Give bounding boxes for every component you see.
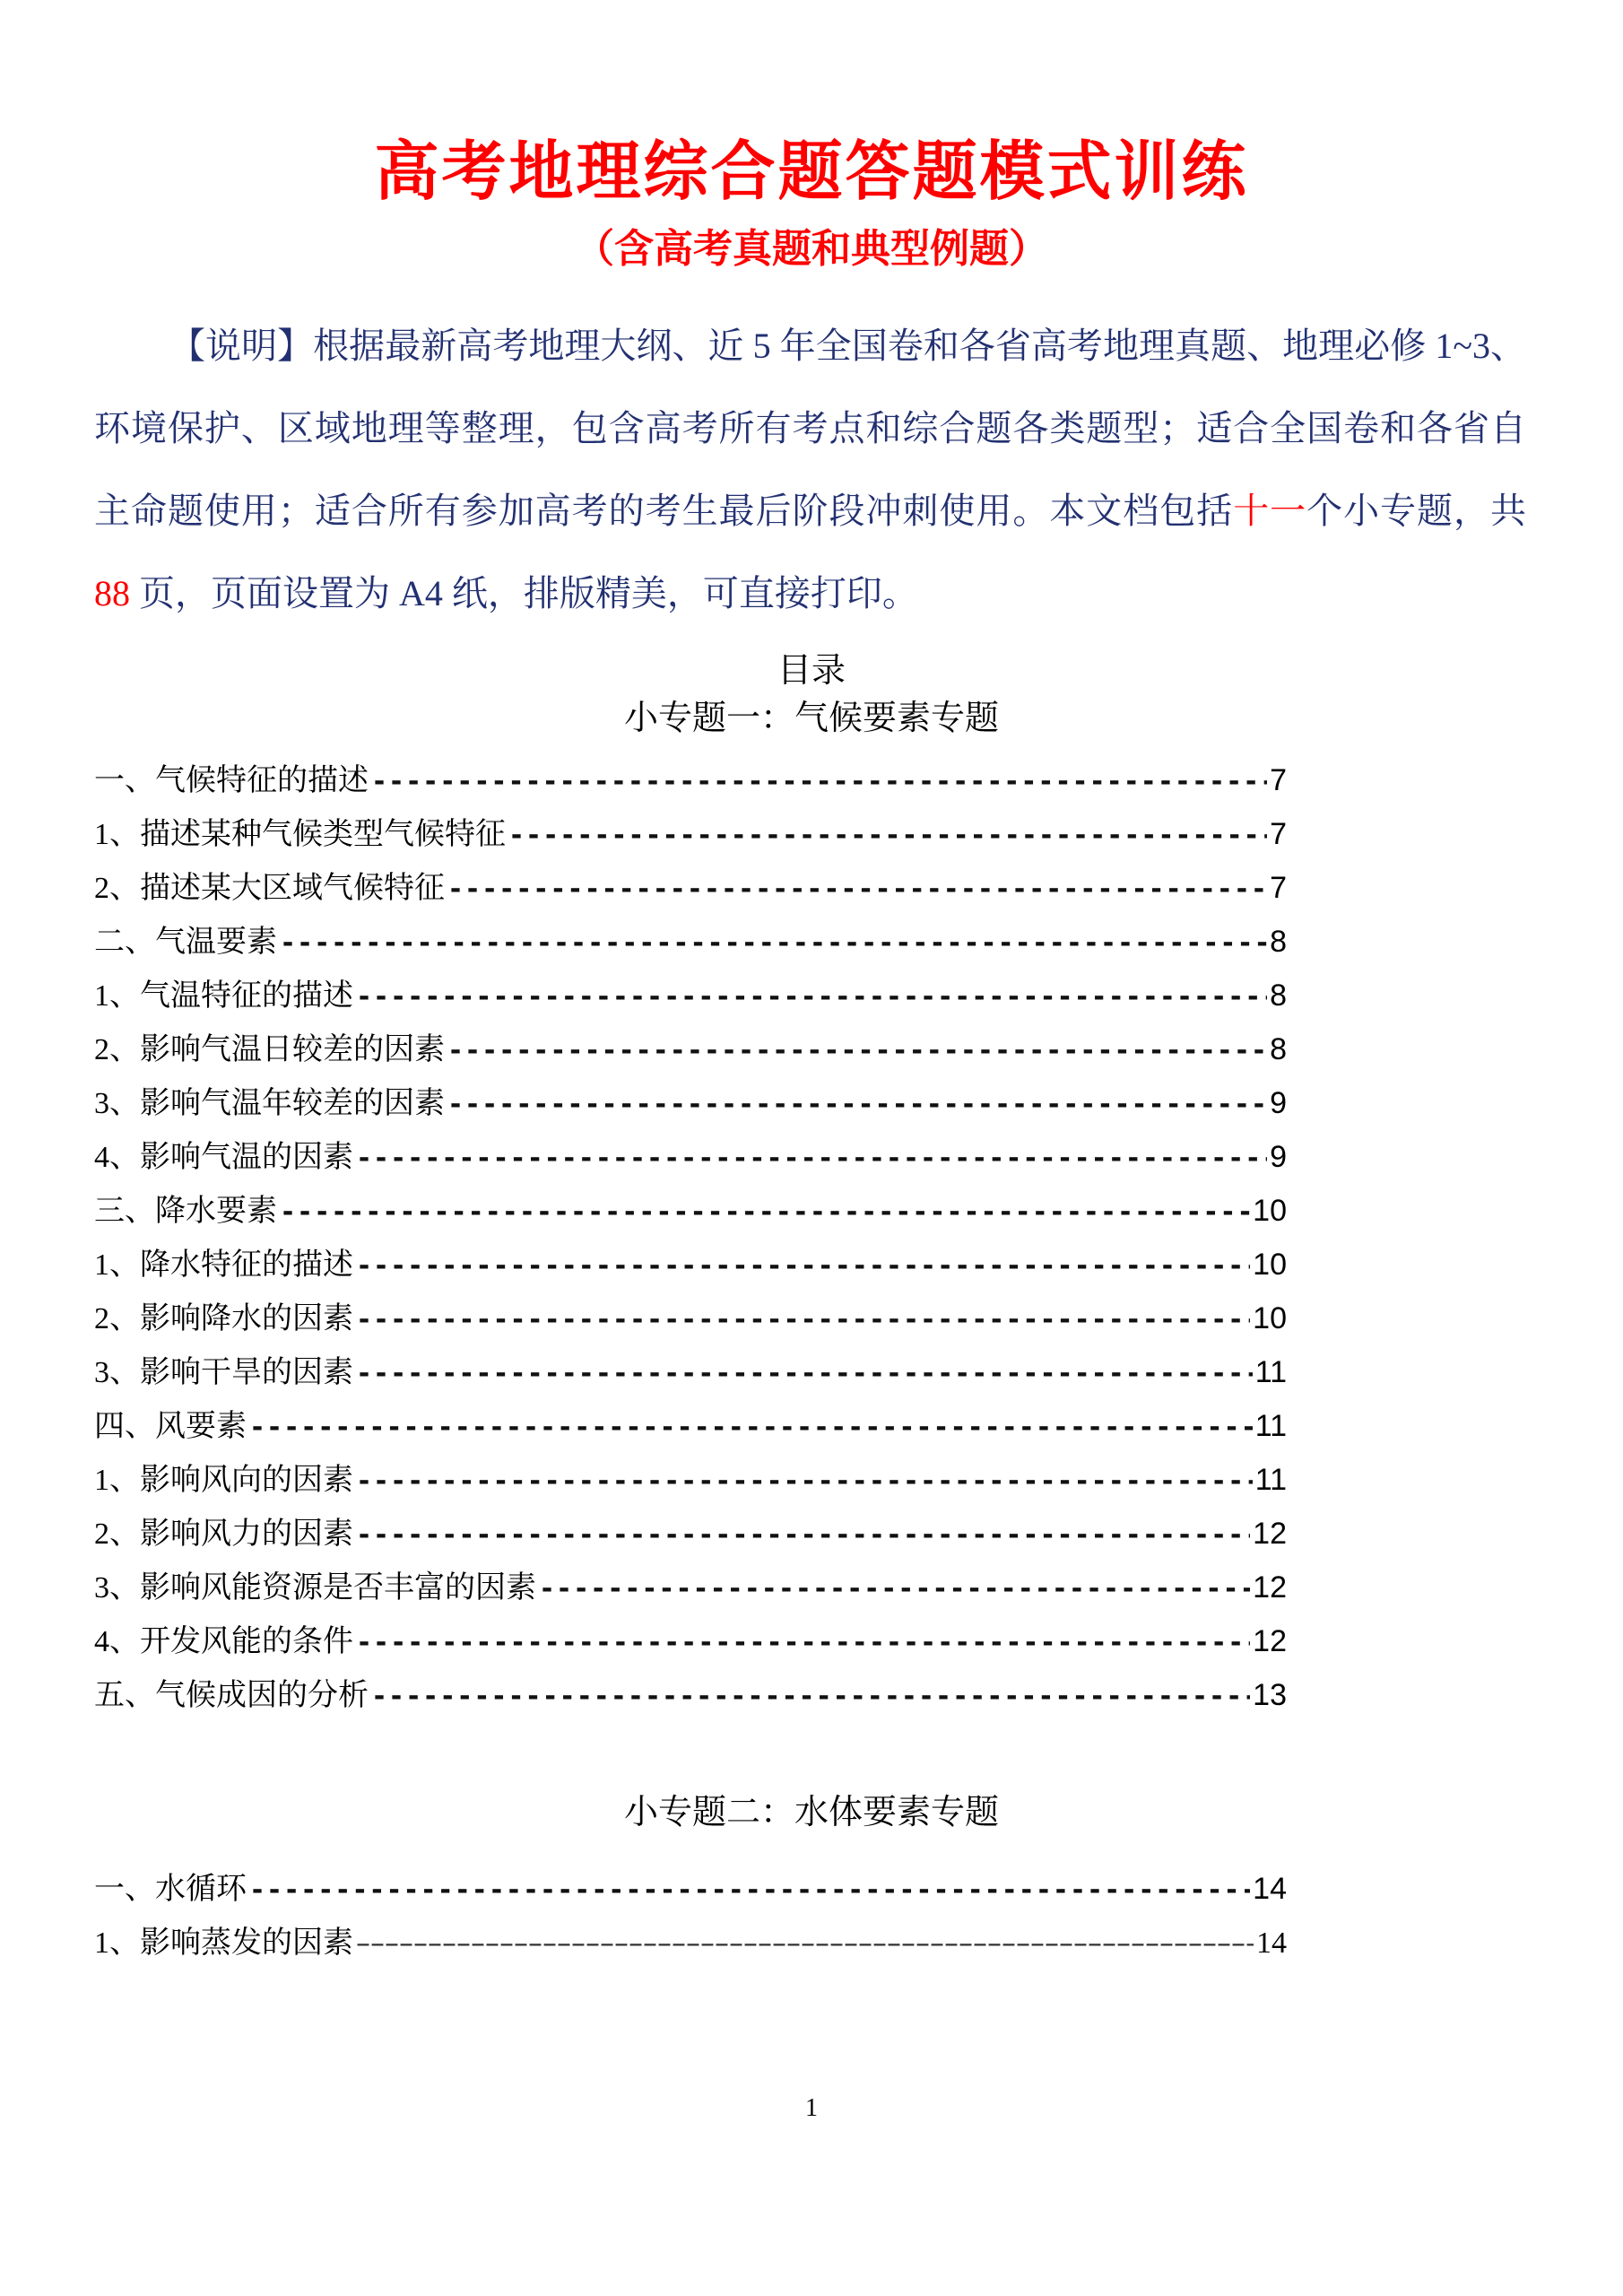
toc-entry-label: 3、影响气温年较差的因素 <box>94 1087 445 1120</box>
toc-entry-page: 10 <box>1253 1301 1287 1335</box>
toc-entry <box>94 1293 1287 1347</box>
toc-list-1 <box>94 755 1287 1724</box>
toc-entry-page: 11 <box>1254 1355 1287 1389</box>
toc-entry-label: 2、影响风力的因素 <box>94 1518 353 1551</box>
toc-entry-label: 3、影响风能资源是否丰富的因素 <box>94 1571 536 1605</box>
toc-leader <box>356 1304 1250 1335</box>
document-subtitle: （含高考真题和典型例题） <box>575 227 1048 271</box>
toc-entry <box>94 1132 1287 1186</box>
toc-entry-label: 三、降水要素 <box>94 1195 277 1228</box>
toc-entry-page: 12 <box>1253 1624 1287 1658</box>
page-number: 1 <box>805 2094 818 2122</box>
toc-entry-label: 二、气温要素 <box>94 926 277 959</box>
toc-entry-label: 一、水循环 <box>94 1873 247 1906</box>
toc-leader <box>447 874 1267 905</box>
toc-entry <box>94 1401 1287 1455</box>
toc-leader <box>356 1465 1253 1497</box>
toc-leader <box>371 1681 1250 1712</box>
toc-leader <box>371 766 1267 797</box>
toc-leader <box>356 1250 1250 1282</box>
toc-entry-label: 1、气温特征的描述 <box>94 979 353 1013</box>
toc-entry <box>94 1078 1287 1132</box>
toc-entry <box>94 863 1287 917</box>
toc-entry <box>94 1509 1287 1562</box>
toc-entry-label: 五、气候成因的分析 <box>94 1679 369 1712</box>
toc-entry <box>94 1670 1287 1724</box>
document-title: 高考地理综合题答题模式训练 <box>374 136 1249 208</box>
toc-entry-page: 12 <box>1253 1570 1287 1605</box>
toc-entry-page: 8 <box>1270 978 1287 1013</box>
toc-entry-page: 8 <box>1270 1032 1287 1066</box>
intro-segment: 【说明】根据最新高考地理大纲、近 5 年全国卷和各省高考地理真题、地理必修 1~3、环境保护、区域地理等整理，包含高考所有考点和综合题各类题型；适合全国卷和各省自主命题使用；适合所有参加高考的考生最后阶段冲刺使用。本文档包括 <box>94 326 1526 531</box>
toc-entry <box>94 1239 1287 1293</box>
toc-leader <box>249 1412 1253 1443</box>
toc-entry <box>94 917 1287 970</box>
toc-entry-label: 3、影响干旱的因素 <box>94 1356 353 1389</box>
toc-entry-label: 2、影响气温日较差的因素 <box>94 1033 445 1066</box>
toc-entry <box>94 1024 1287 1078</box>
toc-entry <box>94 1347 1287 1401</box>
toc-entry-label: 1、描述某种气候类型气候特征 <box>94 818 506 851</box>
toc-entry-page: 9 <box>1270 1140 1287 1174</box>
toc-entry-label: 1、影响蒸发的因素 <box>94 1926 353 1960</box>
toc-entry <box>94 1186 1287 1239</box>
toc-list-2 <box>94 1864 1287 1971</box>
toc-entry-page: 7 <box>1270 871 1287 905</box>
toc-entry-page: 7 <box>1270 817 1287 851</box>
toc-leader <box>356 1143 1267 1174</box>
toc-entry-label: 2、描述某大区域气候特征 <box>94 872 445 905</box>
toc-entry-label: 4、开发风能的条件 <box>94 1625 353 1658</box>
toc-entry-page: 14 <box>1256 1926 1287 1960</box>
intro-segment: 页，页面设置为 A4 纸，排版精美，可直接打印。 <box>130 573 918 613</box>
toc-entry-label: 2、影响降水的因素 <box>94 1302 353 1335</box>
toc-entry-page: 11 <box>1254 1463 1287 1497</box>
toc-leader <box>249 1874 1250 1906</box>
toc-heading: 目录 <box>777 652 846 690</box>
toc-entry-page: 13 <box>1253 1678 1287 1712</box>
toc-entry-page: 10 <box>1253 1194 1287 1228</box>
toc-section-title-1: 小专题一：气候要素专题 <box>623 700 999 737</box>
toc-entry <box>94 1455 1287 1509</box>
emphasis-text: 88 <box>94 573 130 613</box>
toc-entry <box>94 809 1287 863</box>
toc-entry-label: 4、影响气温的因素 <box>94 1141 353 1174</box>
toc-leader <box>356 1519 1250 1551</box>
toc-entry-page: 9 <box>1270 1086 1287 1120</box>
toc-entry <box>94 1864 1287 1918</box>
intro-paragraph <box>94 305 1526 635</box>
toc-leader <box>447 1035 1267 1066</box>
toc-entry-page: 14 <box>1253 1872 1287 1906</box>
toc-leader <box>508 820 1267 851</box>
intro-segment: 个小专题，共 <box>1306 491 1527 531</box>
toc-entry <box>94 970 1287 1024</box>
toc-entry-page: 8 <box>1270 925 1287 959</box>
toc-entry-page: 7 <box>1270 763 1287 797</box>
toc-entry-page: 10 <box>1253 1248 1287 1282</box>
toc-leader <box>356 1926 1254 1960</box>
toc-leader <box>280 1196 1250 1228</box>
toc-entry-page: 11 <box>1254 1409 1287 1443</box>
toc-leader <box>356 1358 1253 1389</box>
toc-entry-label: 一、气候特征的描述 <box>94 764 369 797</box>
toc-section-title-2: 小专题二：水体要素专题 <box>623 1794 999 1831</box>
emphasis-text: 十一 <box>1233 491 1307 531</box>
toc-leader <box>356 981 1267 1013</box>
toc-leader <box>356 1627 1250 1658</box>
toc-entry <box>94 1918 1287 1971</box>
toc-leader <box>539 1573 1250 1605</box>
toc-leader <box>280 927 1267 959</box>
toc-entry-label: 四、风要素 <box>94 1410 247 1443</box>
toc-entry-page: 12 <box>1253 1517 1287 1551</box>
toc-entry <box>94 1616 1287 1670</box>
toc-entry <box>94 755 1287 809</box>
toc-entry <box>94 1562 1287 1616</box>
toc-entry-label: 1、降水特征的描述 <box>94 1248 353 1282</box>
toc-entry-label: 1、影响风向的因素 <box>94 1464 353 1497</box>
toc-leader <box>447 1089 1267 1120</box>
